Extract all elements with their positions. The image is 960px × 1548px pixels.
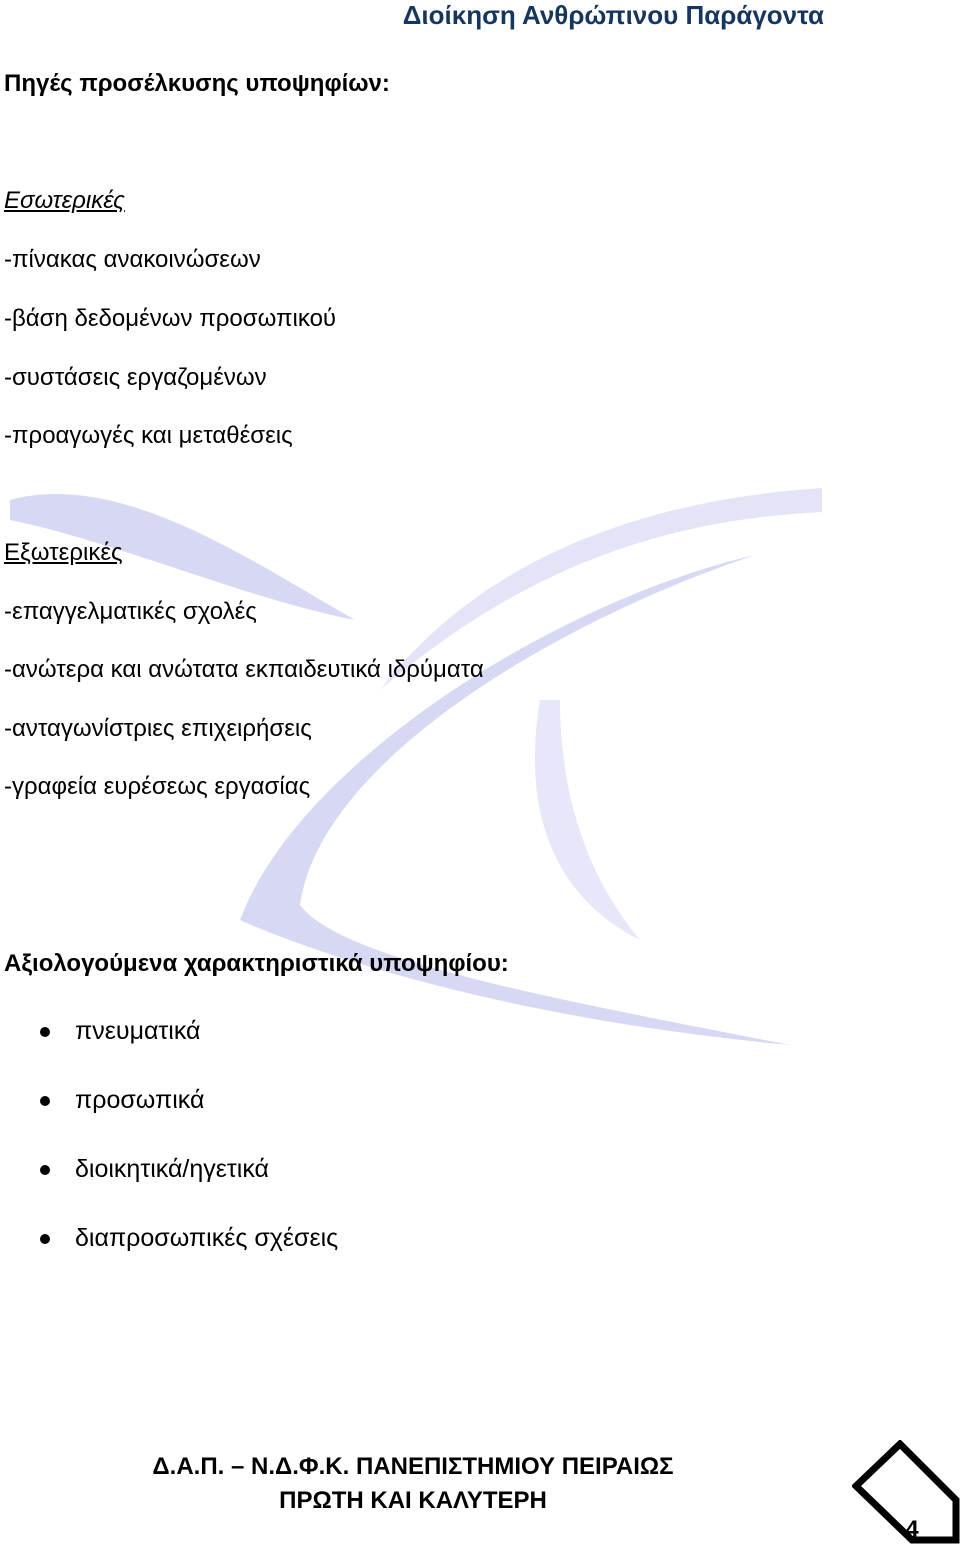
page-number: 4 [905, 1516, 919, 1543]
bullet-icon [40, 1096, 50, 1106]
external-item: -ανώτερα και ανώτατα εκπαιδευτικά ιδρύματα [4, 656, 484, 683]
internal-label: Εσωτερικές [4, 187, 125, 214]
internal-item: -βάση δεδομένων προσωπικού [4, 305, 337, 332]
internal-item: -προαγωγές και μεταθέσεις [4, 422, 293, 449]
list-item-label: διοικητικά/ηγετικά [75, 1155, 269, 1183]
characteristics-heading: Αξιολογούμενα χαρακτηριστικά υποψηφίου: [4, 950, 509, 977]
sources-heading: Πηγές προσέλκυσης υποψηφίων: [4, 70, 390, 97]
external-item: -γραφεία ευρέσεως εργασίας [4, 773, 311, 800]
watermark-arc [535, 700, 640, 940]
bullet-icon [40, 1165, 50, 1175]
bullet-icon [40, 1027, 50, 1037]
list-item-label: διαπροσωπικές σχέσεις [75, 1224, 339, 1252]
bullet-icon [40, 1234, 50, 1244]
page-header-title: Διοίκηση Ανθρώπινου Παράγοντα [402, 0, 824, 30]
internal-item: -πίνακας ανακοινώσεων [4, 246, 261, 273]
external-label: Εξωτερικές [4, 539, 123, 566]
list-item-label: πνευματικά [75, 1017, 201, 1045]
internal-item: -συστάσεις εργαζομένων [4, 364, 267, 391]
external-item: -επαγγελματικές σχολές [4, 598, 257, 625]
list-item-label: προσωπικά [75, 1086, 205, 1114]
external-item: -ανταγωνίστριες επιχειρήσεις [4, 715, 312, 742]
footer-line-2: ΠΡΩΤΗ ΚΑΙ ΚΑΛΥΤΕΡΗ [279, 1487, 547, 1514]
footer-line-1: Δ.Α.Π. – Ν.Δ.Φ.Κ. ΠΑΝΕΠΙΣΤΗΜΙΟΥ ΠΕΙΡΑΙΩΣ [152, 1453, 674, 1480]
